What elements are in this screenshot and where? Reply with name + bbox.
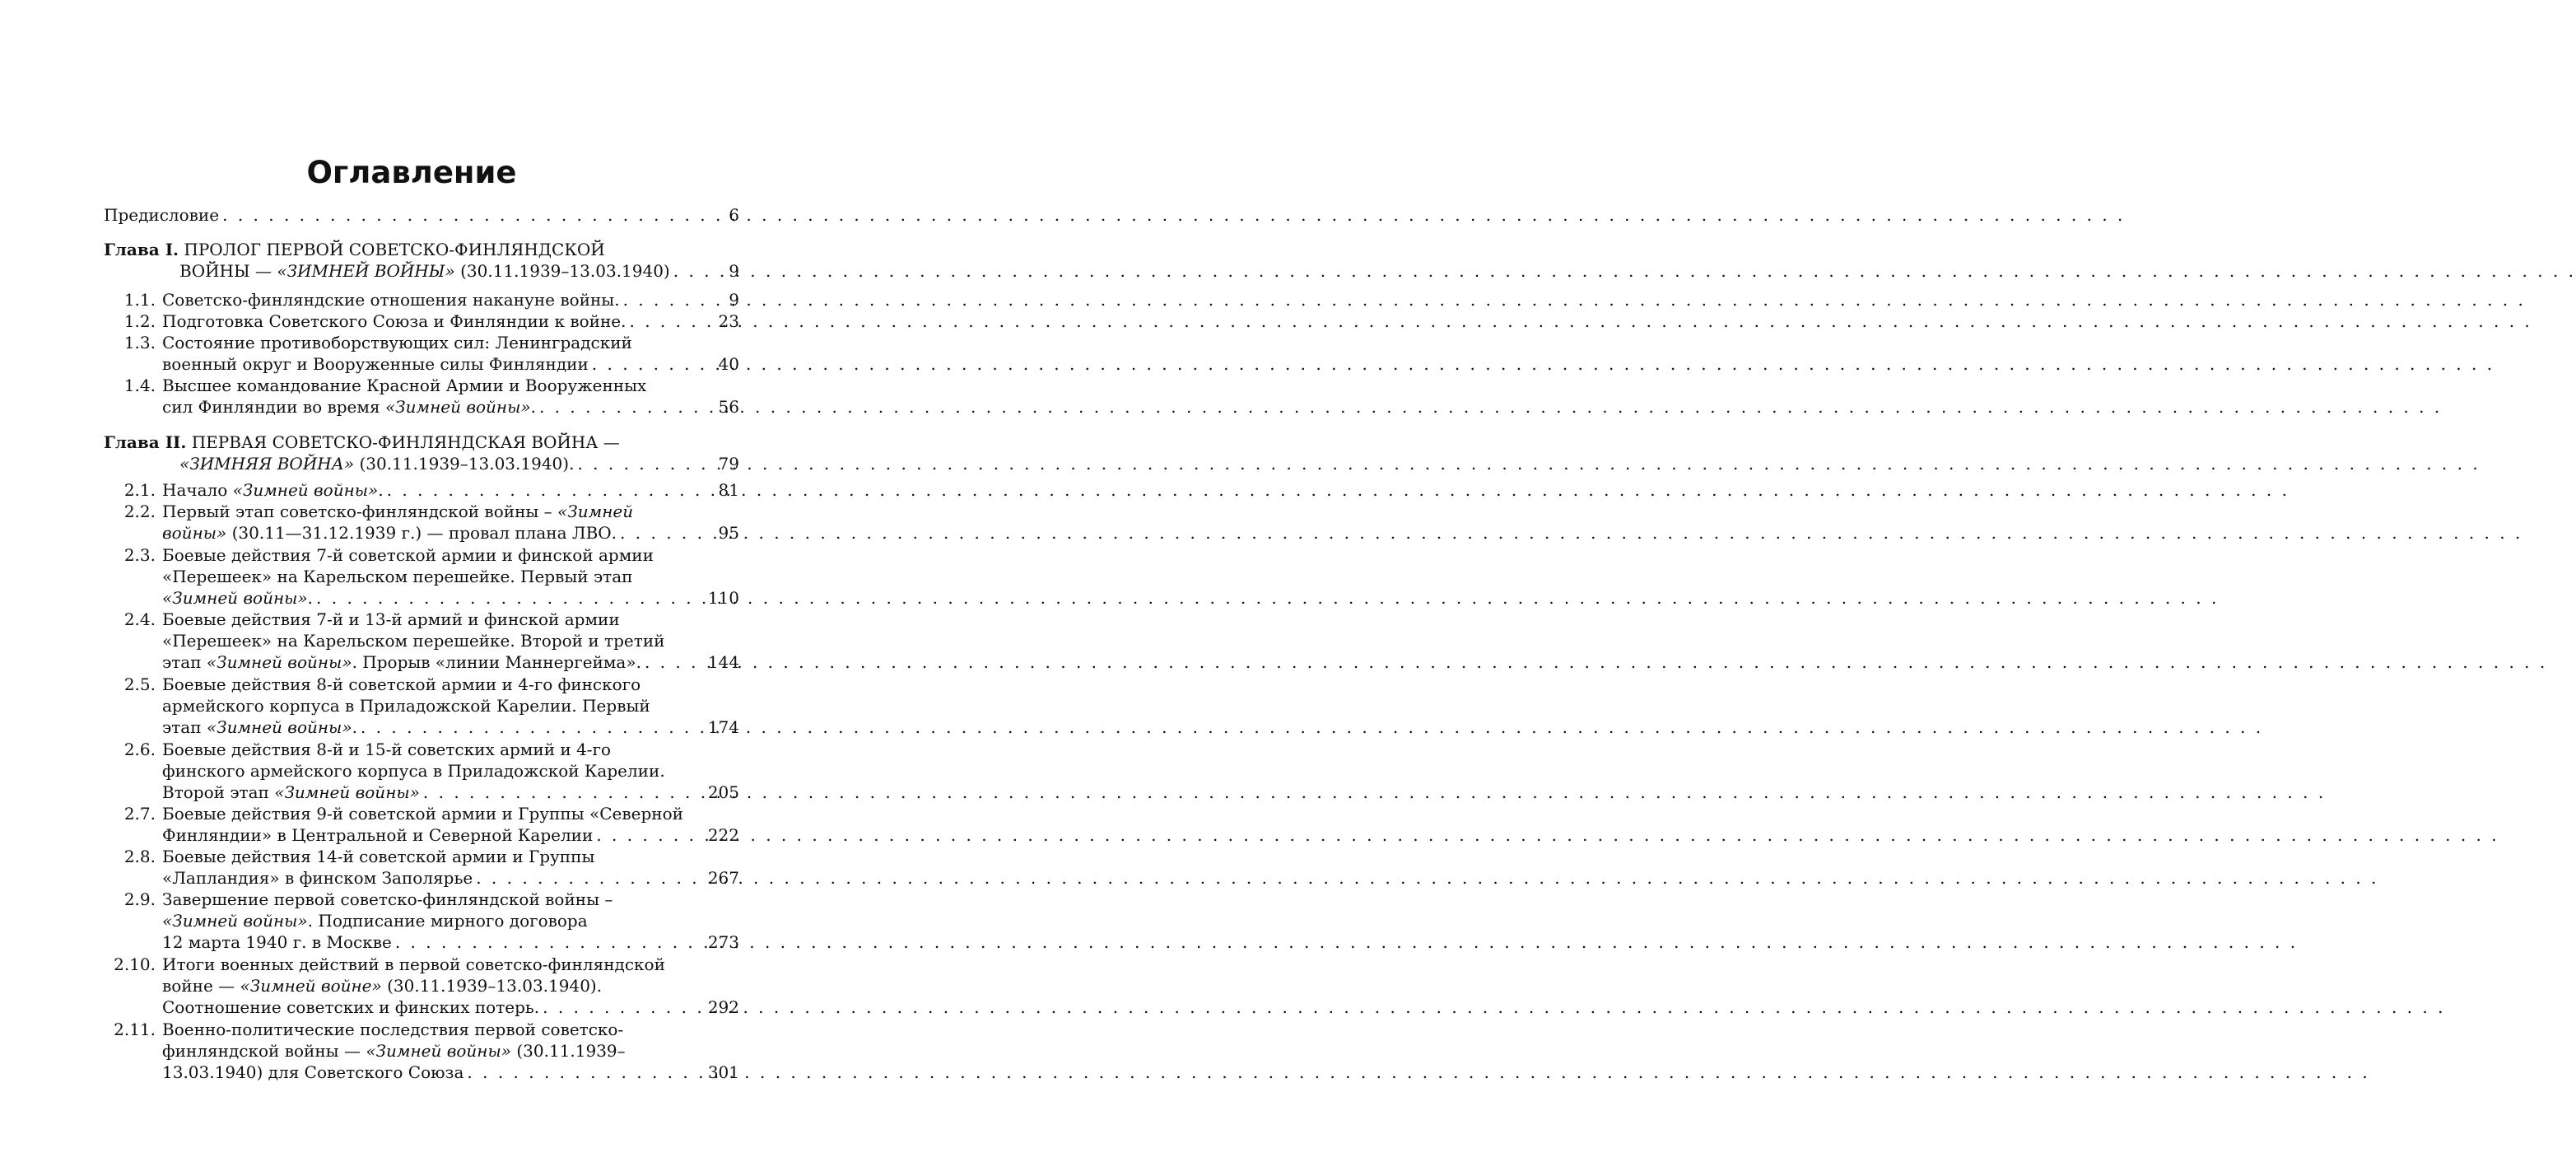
- toc-entry-line: [162, 332, 739, 353]
- toc-section-number: 2.8.: [123, 847, 156, 866]
- toc-entry-text: [162, 867, 473, 889]
- toc-entry-line: [162, 695, 739, 716]
- toc-entry-text: [162, 353, 589, 375]
- toc-text-segment: (30.11.1939–: [510, 1041, 626, 1061]
- page-number: 6: [729, 205, 739, 225]
- page-number: 273: [707, 932, 739, 952]
- toc-text-segment: Военно-политические последствия первой советско-: [162, 1020, 624, 1039]
- toc-entry-text: [162, 716, 357, 738]
- table-of-contents: [0, 0, 823, 1176]
- toc-text-segment: Итоги военных действий в первой советско-финляндской: [162, 954, 665, 974]
- toc-text-segment: . Прорыв «линии Маннергейма».: [352, 652, 641, 672]
- toc-section-number: 1.3.: [123, 333, 156, 352]
- toc-text-segment: Начало: [162, 480, 233, 500]
- toc-entry-line: [162, 674, 739, 695]
- toc-entry-line: [162, 846, 739, 867]
- toc-entry-line: [162, 375, 739, 396]
- toc-entry-text: [104, 240, 605, 259]
- toc-text-segment: Боевые действия 9-й советской армии и Группы «Северной: [162, 804, 683, 824]
- toc-entry-text: [162, 396, 536, 418]
- toc-entry-text: [162, 479, 384, 501]
- toc-text-segment: ПРОЛОГ ПЕРВОЙ СОВЕТСКО-ФИНЛЯНДСКОЙ: [179, 240, 605, 259]
- toc-entry-text: [162, 587, 313, 609]
- toc-text-segment: .: [352, 717, 357, 737]
- toc-entry-line: [162, 501, 739, 522]
- toc-text-segment: «ЗИМНЯЯ ВОЙНА»: [179, 454, 355, 474]
- toc-section-number: 1.4.: [123, 376, 156, 395]
- toc-entry-text: [162, 889, 613, 909]
- toc-text-segment: .: [530, 397, 536, 417]
- page-number: 40: [718, 354, 739, 374]
- toc-entry-line[interactable]: [162, 479, 739, 501]
- toc-entry-line[interactable]: [104, 204, 739, 226]
- toc-text-segment: (30.11.1939–13.03.1940).: [381, 976, 603, 996]
- toc-entry-line: [162, 1040, 739, 1062]
- dot-leader: [361, 716, 703, 738]
- toc-section-number: 2.1.: [123, 480, 156, 500]
- toc-entry-text: [162, 333, 632, 352]
- page-number: 79: [718, 454, 739, 474]
- toc-entry-text: [162, 376, 646, 395]
- toc-text-segment: Второй этап: [162, 782, 275, 802]
- chapter-label: Глава I.: [104, 240, 179, 259]
- page-number: 23: [718, 311, 739, 331]
- toc-text-segment: «Зимней войны»: [274, 782, 420, 802]
- toc-section-number: 2.9.: [123, 889, 156, 909]
- dot-leader: [620, 522, 714, 544]
- toc-text-segment: этап: [162, 652, 207, 672]
- toc-entry-text: [162, 740, 611, 759]
- toc-entry-line[interactable]: [162, 587, 739, 609]
- page-number: 95: [718, 523, 739, 543]
- toc-entry-line: [162, 630, 739, 651]
- dot-leader: [539, 396, 714, 418]
- toc-entry-text: [162, 847, 594, 866]
- toc-text-segment: (30.11.1939–13.03.1940): [454, 261, 670, 281]
- toc-entry-line[interactable]: [162, 716, 739, 738]
- toc-entry-text: [162, 996, 539, 1018]
- page-number: 292: [707, 997, 739, 1017]
- dot-leader: [629, 310, 713, 332]
- toc-section-number: 1.1.: [123, 290, 156, 310]
- toc-entry-text: [162, 954, 665, 974]
- toc-entry-text: [179, 260, 670, 282]
- toc-text-segment: ПЕРВАЯ СОВЕТСКО-ФИНЛЯНДСКАЯ ВОЙНА —: [186, 432, 620, 452]
- toc-entry-line[interactable]: [162, 396, 739, 418]
- toc-entry-line: [104, 239, 739, 260]
- toc-text-segment: «Зимней войны»: [162, 911, 308, 931]
- toc-entry-line[interactable]: [162, 824, 739, 846]
- toc-text-segment: Подготовка Советского Союза и Финляндии к войне.: [162, 311, 627, 331]
- toc-text-segment: «Зимней войны»: [384, 397, 531, 417]
- toc-text-segment: Соотношение советских и финских потерь.: [162, 997, 540, 1017]
- page-number: 110: [707, 588, 739, 608]
- toc-entry-line[interactable]: [162, 996, 739, 1018]
- page-number: 9: [729, 290, 739, 310]
- page-number: 222: [707, 825, 739, 845]
- toc-entry-line: [162, 975, 739, 996]
- toc-text-segment: Боевые действия 8-й советской армии и 4-го финского: [162, 674, 641, 694]
- toc-entry-line[interactable]: [179, 453, 739, 474]
- toc-text-segment: .: [307, 588, 314, 608]
- toc-entry-line[interactable]: [162, 867, 739, 889]
- toc-section-number: 2.11.: [114, 1020, 156, 1039]
- toc-entry-text: [162, 804, 683, 824]
- toc-entry-text: [162, 931, 392, 953]
- toc-entry-line[interactable]: [162, 651, 739, 673]
- dot-leader: [222, 204, 724, 226]
- toc-text-segment: Боевые действия 7-й советской армии и финской армии: [162, 545, 654, 565]
- toc-entry-line[interactable]: [162, 1062, 739, 1083]
- toc-entry-text: [104, 204, 219, 226]
- toc-text-segment: Боевые действия 8-й и 15-й советских армий и 4-го: [162, 740, 612, 759]
- toc-entry-text: [162, 761, 665, 781]
- toc-text-segment: Боевые действия 14-й советской армии и Группы: [162, 847, 595, 866]
- toc-entry-line: [162, 609, 739, 630]
- toc-text-segment: Первый этап советско-финляндской войны –: [162, 502, 558, 521]
- toc-entry-text: [162, 1041, 626, 1061]
- dot-leader: [596, 824, 702, 846]
- toc-text-segment: «Зимней войны»: [232, 480, 379, 500]
- toc-section-number: 2.4.: [123, 609, 156, 629]
- dot-leader: [592, 353, 714, 375]
- dot-leader: [623, 289, 724, 310]
- toc-text-segment: «Зимней войны»: [162, 588, 308, 608]
- page-number: 144: [707, 652, 739, 672]
- toc-section-number: 2.6.: [123, 740, 156, 759]
- toc-entry-line[interactable]: [162, 782, 739, 803]
- toc-entry-line[interactable]: [162, 310, 739, 332]
- page-number: 81: [718, 480, 739, 500]
- toc-text-segment: «Зимней войне»: [240, 976, 382, 996]
- toc-entry-line: [162, 910, 739, 931]
- toc-entry-text: [162, 911, 588, 931]
- toc-entry-text: [162, 289, 620, 310]
- toc-text-segment: 13.03.1940) для Советского Союза: [162, 1062, 464, 1082]
- toc-entry-text: [162, 824, 593, 846]
- dot-leader: [423, 782, 703, 803]
- dot-leader: [476, 867, 703, 889]
- dot-leader: [387, 479, 714, 501]
- toc-entry-text: [179, 453, 574, 474]
- toc-entry-text: [162, 522, 617, 544]
- toc-entry-text: [162, 782, 420, 803]
- toc-text-segment: . Подписание мирного договора: [307, 911, 588, 931]
- dot-leader: [673, 260, 724, 282]
- toc-text-segment: армейского корпуса в Приладожской Карелии. Первый: [162, 696, 650, 716]
- toc-text-segment: финского армейского корпуса в Приладожской Карелии.: [162, 761, 665, 781]
- toc-entry-line: [162, 954, 739, 975]
- toc-section-number: 2.10.: [114, 954, 156, 974]
- toc-text-segment: «Зимней войны»: [206, 717, 352, 737]
- toc-entry-text: [162, 651, 641, 673]
- page-number: 9: [729, 261, 739, 281]
- toc-entry-line: [162, 739, 739, 760]
- toc-text-segment: «Зимней войны»: [366, 1041, 511, 1061]
- toc-entry-text: [162, 567, 633, 586]
- toc-text-segment: Финляндии» в Центральной и Северной Карелии: [162, 825, 594, 845]
- toc-text-segment: финляндской войны —: [162, 1041, 366, 1061]
- page-number: 267: [707, 868, 739, 888]
- toc-text-segment: военный округ и Вооруженные силы Финляндии: [162, 354, 589, 374]
- toc-entry-text: [162, 1020, 623, 1039]
- dot-leader: [577, 453, 713, 474]
- toc-text-segment: войне —: [162, 976, 240, 996]
- toc-entry-text: [162, 1062, 463, 1083]
- toc-entry-line: [162, 1019, 739, 1040]
- toc-entry-text: [162, 609, 620, 629]
- page-number: 174: [707, 717, 739, 737]
- toc-entry-line: [162, 566, 739, 587]
- toc-entry-text: [162, 674, 641, 694]
- page-number: 301: [707, 1062, 739, 1082]
- toc-text-segment: «Лапландия» в финском Заполярье: [162, 868, 473, 888]
- toc-entry-line: [162, 544, 739, 566]
- toc-entry-text: [162, 502, 633, 521]
- toc-text-segment: 12 марта 1940 г. в Москве: [162, 932, 392, 952]
- toc-entry-line[interactable]: [162, 353, 739, 375]
- toc-text-segment: этап: [162, 717, 207, 737]
- chapter-label: Глава II.: [104, 432, 187, 452]
- toc-entry-text: [162, 631, 664, 651]
- toc-text-segment: Состояние противоборствующих сил: Ленинградский: [162, 333, 632, 352]
- toc-entry-line[interactable]: [162, 931, 739, 953]
- dot-leader: [467, 1062, 702, 1083]
- toc-entry-text: [162, 696, 650, 716]
- toc-entry-line: [162, 760, 739, 782]
- toc-section-number: 2.2.: [123, 502, 156, 521]
- toc-section-number: 2.5.: [123, 674, 156, 694]
- toc-text-segment: Советско-финляндские отношения накануне войны.: [162, 290, 620, 310]
- toc-text-segment: Предисловие: [104, 205, 220, 225]
- toc-text-segment: (30.11—31.12.1939 г.) — провал плана ЛВО.: [226, 523, 617, 543]
- dot-leader: [316, 587, 703, 609]
- toc-text-segment: Высшее командование Красной Армии и Вооруженных: [162, 376, 647, 395]
- dot-leader: [395, 931, 703, 953]
- toc-text-segment: «Перешеек» на Карельском перешейке. Первый этап: [162, 567, 633, 586]
- toc-section-number: 2.7.: [123, 804, 156, 824]
- toc-text-segment: .: [378, 480, 384, 500]
- toc-text-segment: (30.11.1939–13.03.1940).: [354, 454, 575, 474]
- toc-entry-text: [162, 310, 626, 332]
- toc-entry-line: [162, 803, 739, 824]
- dot-leader: [645, 651, 703, 673]
- toc-text-segment: «Зимней: [557, 502, 634, 521]
- page-number: 56: [718, 397, 739, 417]
- toc-text-segment: Завершение первой советско-финляндской войны –: [162, 889, 613, 909]
- page-number: 205: [707, 782, 739, 802]
- dot-leader: [543, 996, 703, 1018]
- toc-entry-line: [104, 432, 739, 453]
- toc-text-segment: «ЗИМНЕЙ ВОЙНЫ»: [277, 261, 455, 281]
- toc-text-segment: ВОЙНЫ —: [179, 261, 277, 281]
- toc-text-segment: Боевые действия 7-й и 13-й армий и финской армии: [162, 609, 620, 629]
- page-title: Оглавление: [306, 155, 517, 190]
- toc-section-number: 2.3.: [123, 545, 156, 565]
- toc-text-segment: «Перешеек» на Карельском перешейке. Второй и третий: [162, 631, 665, 651]
- toc-section-number: 1.2.: [123, 311, 156, 331]
- toc-text-segment: сил Финляндии во время: [162, 397, 385, 417]
- toc-entry-line: [162, 889, 739, 910]
- toc-entry-line[interactable]: [162, 522, 739, 544]
- toc-entry-line[interactable]: [179, 260, 739, 282]
- toc-text-segment: войны»: [162, 523, 227, 543]
- toc-entry-text: [162, 545, 654, 565]
- toc-entry-text: [104, 432, 620, 452]
- toc-text-segment: «Зимней войны»: [206, 652, 352, 672]
- toc-entry-text: [162, 976, 602, 996]
- toc-entry-line[interactable]: [162, 289, 739, 310]
